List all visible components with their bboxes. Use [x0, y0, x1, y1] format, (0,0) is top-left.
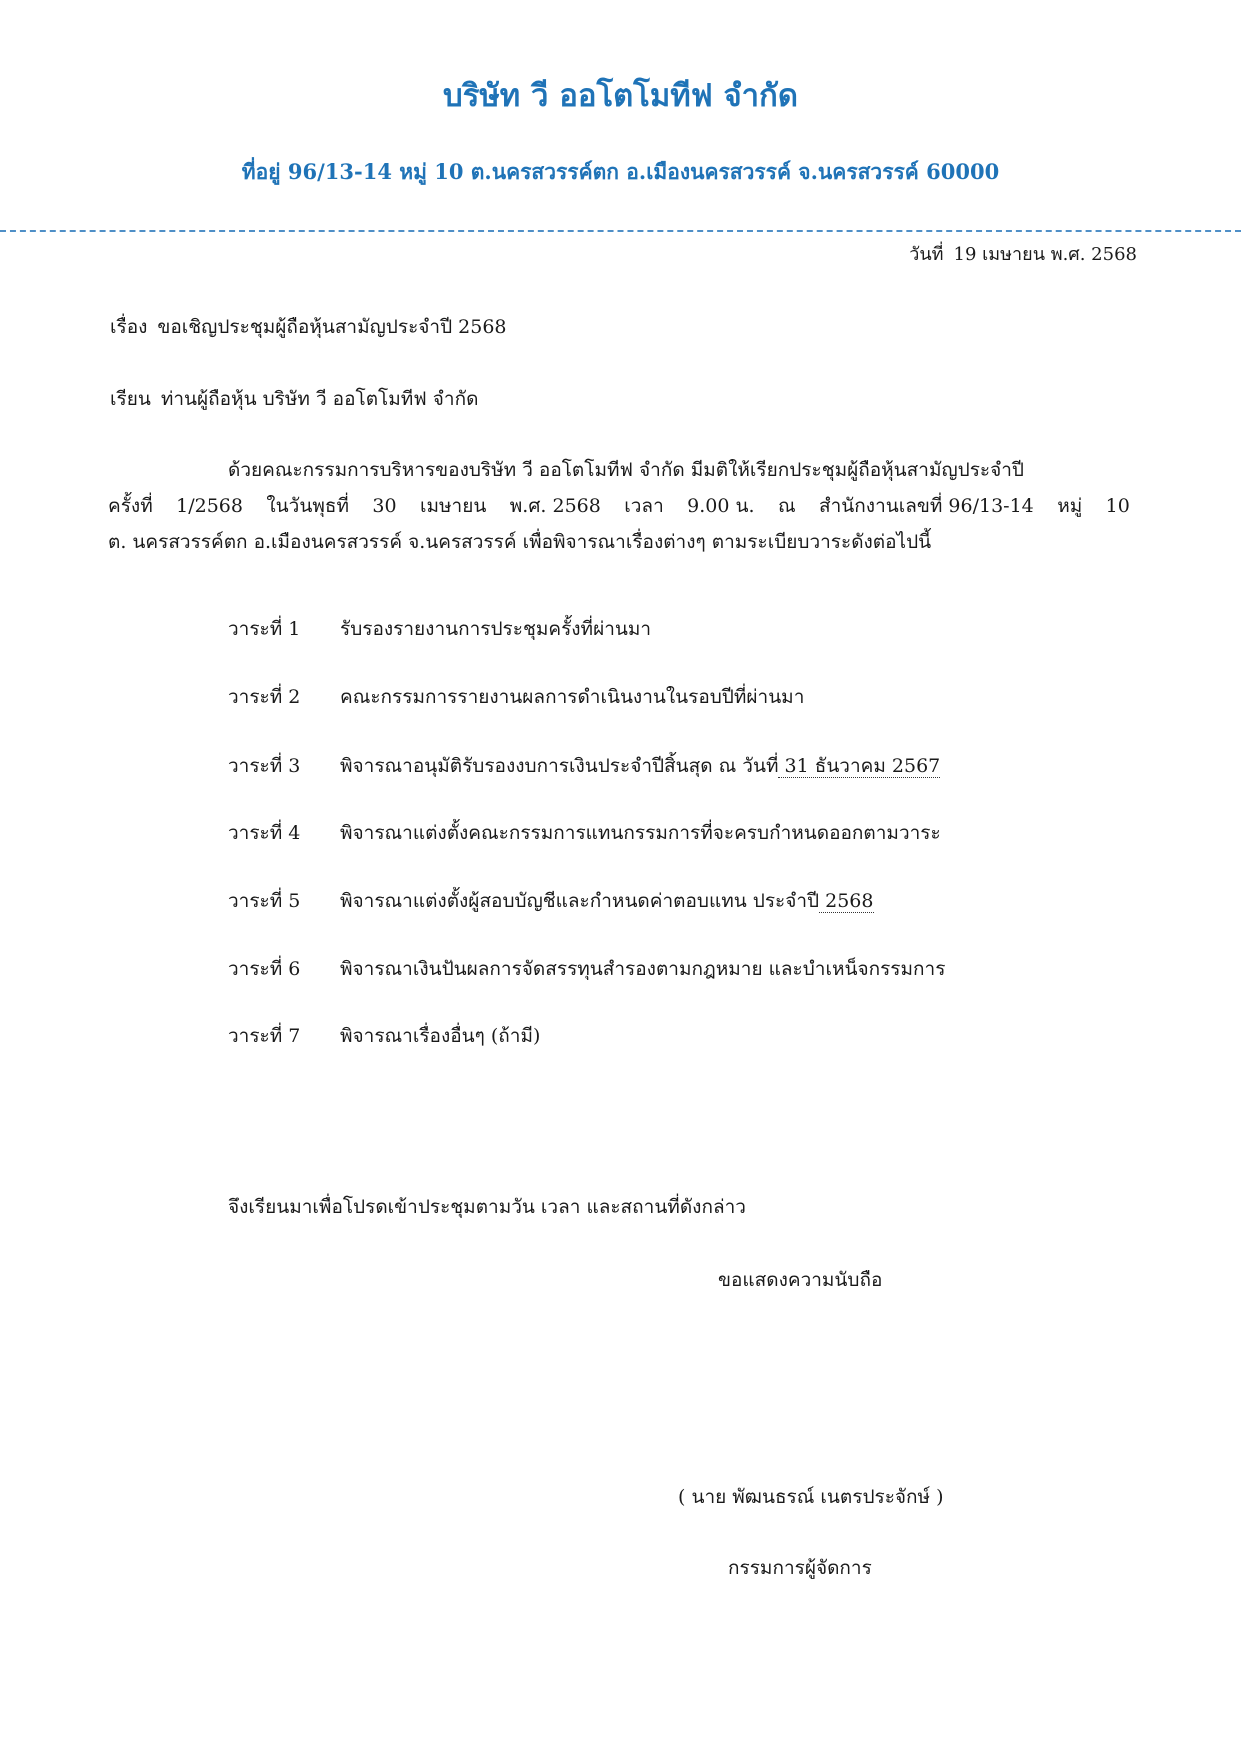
body-line-2-part: ครั้งที่ — [108, 495, 153, 517]
signer-title: กรรมการผู้จัดการ — [728, 1557, 872, 1579]
header-divider — [0, 230, 1241, 232]
body-line-2-part: 10 — [1105, 495, 1130, 517]
agenda-item — [228, 1021, 540, 1051]
agenda-text: พิจารณาเงินปันผลการจัดสรรทุนสำรองตามกฎหมาย และบำเหน็จกรรมการ — [340, 958, 946, 980]
agenda-underlined-year: 2568 — [819, 890, 874, 912]
agenda-item — [228, 818, 941, 848]
agenda-text: พิจารณาแต่งตั้งคณะกรรมการแทนกรรมการที่จะครบกำหนดออกตามวาระ — [340, 822, 941, 844]
agenda-number: วาระที่ 1 — [228, 618, 301, 640]
agenda-number: วาระที่ 4 — [228, 822, 301, 844]
agenda-text: พิจารณาแต่งตั้งผู้สอบบัญชีและกำหนดค่าตอบแทน ประจำปี — [340, 890, 820, 912]
agenda-text: พิจารณาเรื่องอื่นๆ (ถ้ามี) — [340, 1025, 541, 1047]
letter-date — [909, 239, 1137, 268]
date-value: 19 เมษายน พ.ศ. 2568 — [953, 244, 1137, 265]
body-line-2-part: สำนักงานเลขที่ 96/13-14 — [819, 495, 1034, 517]
agenda-underlined-date: 31 ธันวาคม 2567 — [778, 755, 941, 777]
agenda-item — [228, 751, 940, 781]
agenda-item — [228, 886, 874, 916]
body-line-2 — [108, 488, 1130, 524]
company-address: ที่อยู่ 96/13-14 หมู่ 10 ต.นครสวรรค์ตก อ.เมืองนครสวรรค์ จ.นครสวรรค์ 60000 — [241, 159, 1000, 184]
agenda-number: วาระที่ 6 — [228, 958, 301, 980]
body-line-2-part: พ.ศ. 2568 — [509, 495, 601, 517]
closing-invite: จึงเรียนมาเพื่อโปรดเข้าประชุมตามวัน เวลา และสถานที่ดังกล่าว — [228, 1196, 746, 1218]
company-name: บริษัท วี ออโตโมทีฟ จำกัด — [443, 78, 798, 114]
closing-regards: ขอแสดงความนับถือ — [718, 1269, 883, 1291]
agenda-text: คณะกรรมการรายงานผลการดำเนินงานในรอบปีที่ผ่านมา — [340, 686, 805, 708]
body-line-2-part: หมู่ — [1057, 495, 1083, 517]
agenda-number: วาระที่ 3 — [228, 755, 301, 777]
subject-line — [110, 312, 507, 342]
agenda-text: พิจารณาอนุมัติรับรองงบการเงินประจำปีสิ้นสุด ณ วันที่ — [340, 755, 779, 777]
subject-text: ขอเชิญประชุมผู้ถือหุ้นสามัญประจำปี 2568 — [157, 316, 507, 338]
agenda-number: วาระที่ 7 — [228, 1025, 301, 1047]
signer-name: ( นาย พัฒนธรณ์ เนตรประจักษ์ ) — [678, 1486, 944, 1508]
agenda-number: วาระที่ 5 — [228, 890, 301, 912]
body-line-2-part: ณ — [777, 495, 796, 517]
body-paragraph — [108, 452, 1130, 560]
recipient-label: เรียน — [110, 388, 151, 410]
agenda-item — [228, 954, 945, 984]
body-line-2-part: เมษายน — [420, 495, 487, 517]
recipient-text: ท่านผู้ถือหุ้น บริษัท วี ออโตโมทีฟ จำกัด — [160, 388, 479, 410]
body-line-2-part: เวลา — [624, 495, 664, 517]
body-line-2-part: 1/2568 — [176, 495, 243, 517]
body-line-2-part: ในวันพุธที่ — [266, 495, 349, 517]
agenda-item — [228, 682, 804, 712]
body-line-1: ด้วยคณะกรรมการบริหารของบริษัท วี ออโตโมทีฟ จำกัด มีมติให้เรียกประชุมผู้ถือหุ้นสามัญประจำปี — [228, 459, 1024, 481]
date-label: วันที่ — [909, 244, 944, 265]
subject-label: เรื่อง — [110, 316, 148, 338]
agenda-number: วาระที่ 2 — [228, 686, 301, 708]
body-line-2-part: 9.00 น. — [687, 495, 755, 517]
recipient-line — [110, 384, 478, 414]
body-line-2-part: 30 — [372, 495, 397, 517]
agenda-item — [228, 614, 651, 644]
body-line-3: ต. นครสวรรค์ตก อ.เมืองนครสวรรค์ จ.นครสวรรค์ เพื่อพิจารณาเรื่องต่างๆ ตามระเบียบวาระดังต่อไปนี้ — [108, 531, 932, 553]
agenda-text: รับรองรายงานการประชุมครั้งที่ผ่านมา — [340, 618, 652, 640]
